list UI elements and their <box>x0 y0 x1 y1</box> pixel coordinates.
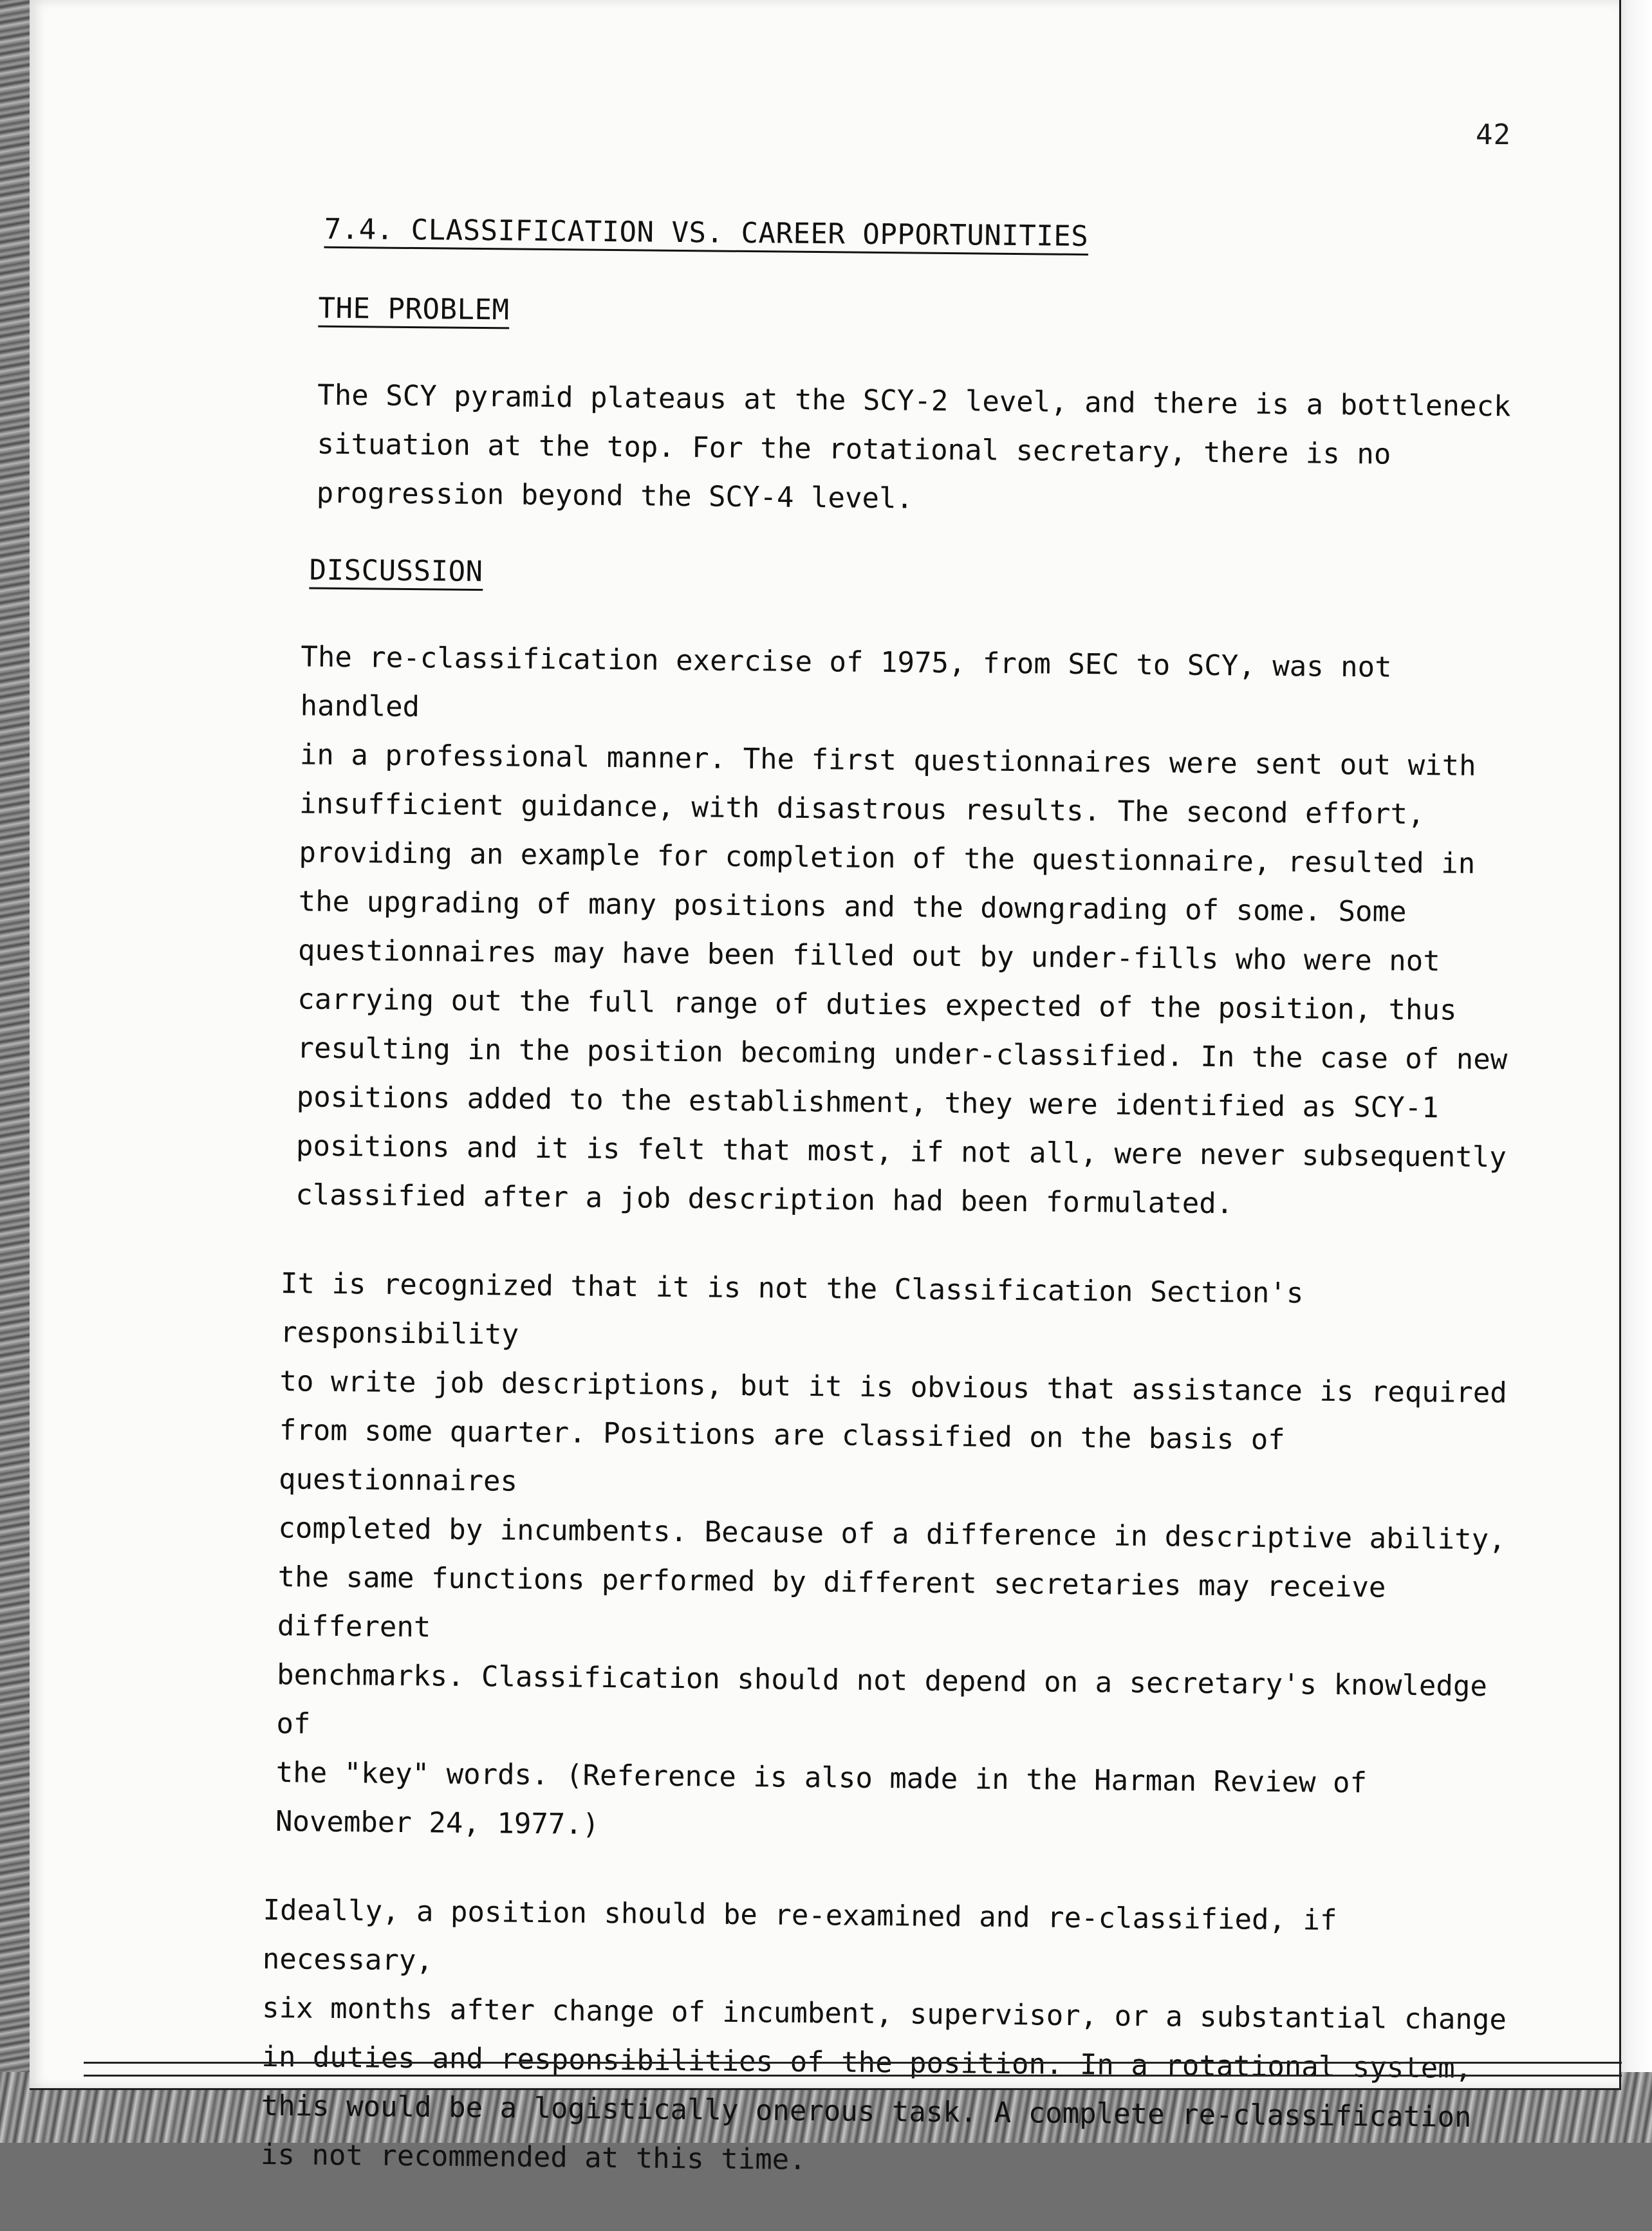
problem-heading: THE PROBLEM <box>318 292 510 327</box>
page-content <box>260 212 1528 2231</box>
bottom-rule <box>84 2062 1622 2064</box>
bottom-rule <box>84 2075 1622 2077</box>
section-title: 7.4. CLASSIFICATION VS. CAREER OPPORTUNITIES <box>324 212 1089 254</box>
document-page <box>30 0 1621 2176</box>
discussion-paragraph-3: Ideally, a position should be re-examined and re-classified, if necessary, six months after change of incumbent, supervisor, or a substantial change in duties and responsibilities of the position. In a rotational system, this would be a logistically onerous task. A complete re-classification is not recommended at this time. <box>260 1893 1507 2176</box>
page-number: 42 <box>1476 118 1511 151</box>
discussion-heading: DISCUSSION <box>309 553 483 589</box>
problem-paragraph: The SCY pyramid plateaus at the SCY-2 level, and there is a bottleneck situation at the top. For the rotational secretary, there is no progression beyond the SCY-4 level. <box>316 378 1511 515</box>
discussion-paragraph-2: It is recognized that it is not the Classification Section's responsibility to write job descriptions, but it is obvious that assistance is required from some quarter. Positions are classified on the basis of questionnaires completed by incumbents. Because of a difference in descriptive ability, the same functions performed by different secretaries may receive different benchmarks. Classification should not depend on a secretary's knowledge of the "key" words. (Reference is also made in the Harman Review of November 24, 1977.) <box>275 1267 1508 1841</box>
discussion-paragraph-1: The re-classification exercise of 1975, from SEC to SCY, was not handled in a professional manner. The first questionnaires were sent out with insufficient guidance, with disastrous results. The second effort, providing an example for completion of the questionnaire, resulted in the upgrading of many positions and the downgrading of some. Some questionnaires may have been filled out by under-fills who were not carrying out the full range of duties expected of the position, thus resulting in the position becoming under-classified. In the case of new positions added to the establishment, they were identified as SCY-1 positions and it is felt that most, if not all, were never subsequently classified after a job description had been formulated. <box>295 640 1508 1221</box>
